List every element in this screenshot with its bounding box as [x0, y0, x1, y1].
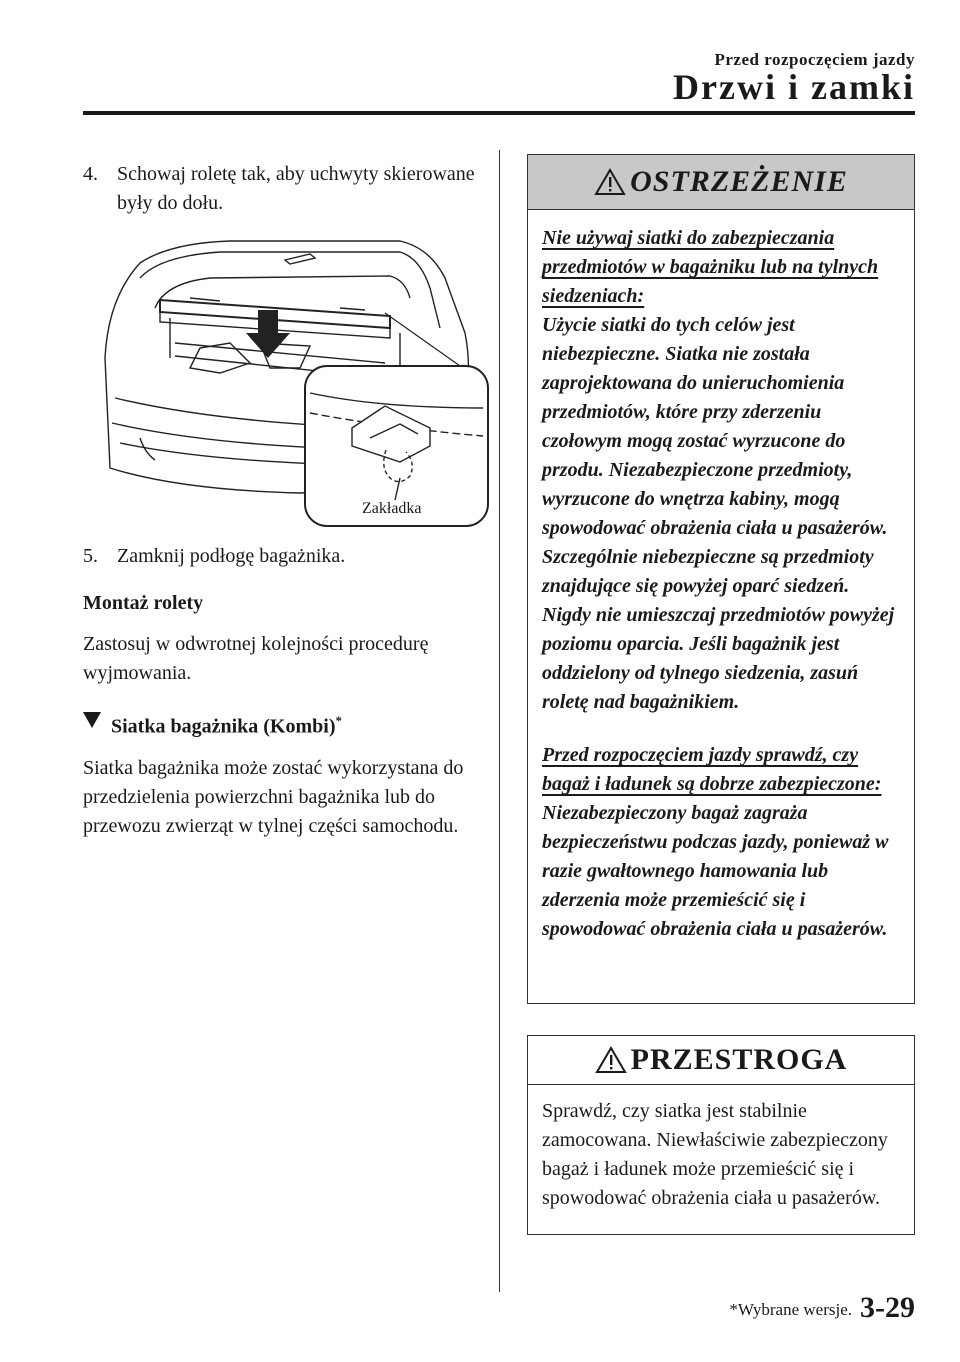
step-number: 4. — [83, 163, 98, 185]
subheading-text: Zastosuj w odwrotnej kolejności procedurę wyjmowania. — [83, 633, 429, 684]
warning-p2-text: Niezabezpieczony bagaż zagraża bezpieczeństwu podczas jazdy, ponieważ w razie gwałtownego hamowania lub zderzenia może przemieścić się i spowodować obrażenia ciała u pasażerów. — [542, 802, 889, 940]
warning-body — [528, 210, 914, 944]
step-5 — [83, 542, 483, 571]
caution-header — [528, 1036, 914, 1085]
trunk-illustration — [100, 238, 498, 528]
column-divider — [499, 150, 500, 1292]
warning-p2-heading: Przed rozpoczęciem jazdy sprawdź, czy bagaż i ładunek są dobrze zabezpieczone: — [542, 744, 882, 795]
warning-p1-heading: Nie używaj siatki do zabezpieczania przedmiotów w bagażniku lub na tylnych siedzeniach: — [542, 227, 879, 307]
header-rule — [83, 111, 915, 115]
step-text: Schowaj roletę tak, aby uchwyty skierowane były do dołu. — [117, 163, 475, 214]
figure-label: Zakładka — [362, 500, 422, 517]
caution-text: Sprawdź, czy siatka jest stabilnie zamocowana. Niewłaściwie zabezpieczony bagaż i ładunek może przemieścić się i spowodować obrażenia ciała u pasażerów. — [542, 1100, 888, 1209]
warning-title: OSTRZEŻENIE — [630, 165, 848, 198]
warning-icon — [594, 168, 626, 196]
step-4 — [83, 160, 483, 218]
caution-title: PRZESTROGA — [630, 1043, 848, 1076]
warning-box — [527, 154, 915, 1004]
caution-icon — [595, 1046, 627, 1074]
optional-equipment-mark: * — [335, 713, 342, 728]
running-header-section: Przed rozpoczęciem jazdy — [714, 50, 915, 69]
section-heading-text: Siatka bagażnika (Kombi) — [111, 715, 336, 738]
warning-p1-text: Użycie siatki do tych celów jest niebezpieczne. Siatka nie została zaprojektowana do unieruchomienia przedmiotów, które przy zderzeniu czołowym mogą zostać wyrzucone do przodu. Niezabezpieczone przedmioty, wyrzucone do wnętrza kabiny, mogą spowodować obrażenia ciała u pasażerów. Szczególnie niebezpieczne są przedmioty znajdujące się powyżej oparć siedzeń. Nigdy nie umieszczaj przedmiotów powyżej poziomu oparcia. Jeśli bagażnik jest oddzielony od tylnego siedzenia, zasuń roletę nad bagażnikiem. — [542, 314, 895, 713]
step-number: 5. — [83, 545, 98, 567]
step-text: Zamknij podłogę bagażnika. — [117, 545, 346, 567]
cargo-cover-illustration — [100, 238, 498, 528]
section-text: Siatka bagażnika może zostać wykorzystana do przedzielenia powierzchni bagażnika lub do przewozu zwierząt w tylnej części samochodu. — [83, 756, 464, 837]
page-number: 3-29 — [860, 1291, 915, 1324]
caution-box — [527, 1035, 915, 1235]
subheading: Montaż rolety — [83, 592, 204, 614]
warning-header — [528, 155, 914, 210]
footnote: *Wybrane wersje. — [729, 1300, 852, 1319]
triangle-bullet-icon — [83, 712, 101, 728]
left-column — [83, 160, 483, 841]
section-heading — [83, 706, 483, 742]
running-header-title: Drzwi i zamki — [673, 67, 915, 107]
